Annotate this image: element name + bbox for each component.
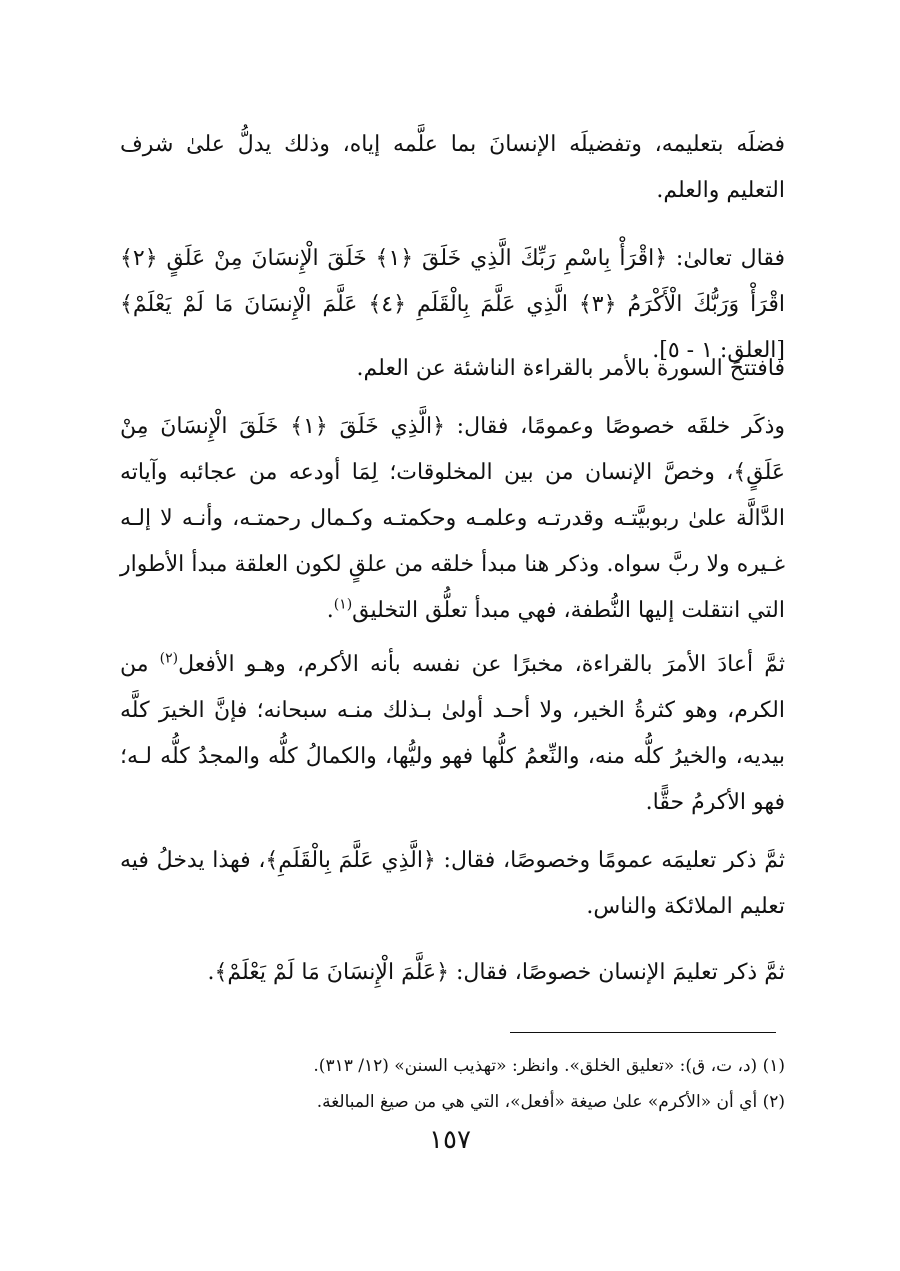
footnote-1: (١) (د، ت، ق): «تعليق الخلق». وانظر: «تهذيب السنن» (١٢/ ٣١٣). — [313, 1056, 785, 1076]
footnote-marker-1: (١) — [333, 596, 353, 613]
paragraph-3 — [120, 346, 785, 392]
paragraph-6 — [120, 838, 785, 930]
paragraph-4-end: . — [326, 598, 334, 623]
footnote-2: (٢) أي أن «الأكرم» علىٰ صيغة «أفعل»، التي هي من صيغ المبالغة. — [316, 1092, 785, 1112]
paragraph-6-text: ثمَّ ذكر تعليمَه عمومًا وخصوصًا، فقال: ﴿الَّذِي عَلَّمَ بِالْقَلَمِ﴾، فهذا يدخلُ فيه تعليم الملائكة والناس. — [120, 848, 785, 919]
paragraph-5-text-b: من الكرم، وهو كثرةُ الخير، ولا أحـد أولىٰ بـذلك منـه سبحانه؛ فإنَّ الخيرَ كلَّه بيديه، والخيرُ كلُّه منه، والنِّعمُ كلُّها فهو وليُّها، والكمالُ كلُّه والمجدُ كلُّه لـه؛ فهو الأكرمُ حقًّا. — [120, 652, 785, 815]
paragraph-4 — [120, 404, 785, 634]
paragraph-3-text: فافتتحَ السورة بالأمر بالقراءة الناشئة عن العلم. — [356, 356, 785, 381]
footnote-separator — [510, 1032, 776, 1033]
paragraph-4-text: وذكَر خلقَه خصوصًا وعمومًا، فقال: ﴿الَّذِي خَلَقَ ﴿١﴾ خَلَقَ الْإِنسَانَ مِنْ عَلَقٍ﴾، وخصَّ الإنسان من بين المخلوقات؛ لِمَا أودعه من عجائبه وآياته الدَّالَّة علىٰ ربوبيَّتـه وقدرتـه وعلمـه وحكمتـه وكـمال رحمتـه، وأنـه لا إلـه غـيره ولا ربَّ سواه. وذكر هنا مبدأ خلقه من علقٍ لكون العلقة مبدأ الأطوار التي انتقلت إليها النُّطفة، فهي مبدأ تعلُّق التخليق — [120, 414, 786, 623]
paragraph-5 — [120, 642, 785, 826]
paragraph-7 — [120, 950, 785, 996]
paragraph-2-text: فقال تعالىٰ: ﴿اقْرَأْ بِاسْمِ رَبِّكَ الَّذِي خَلَقَ ﴿١﴾ خَلَقَ الْإِنسَانَ مِنْ عَلَقٍ ﴿٢﴾ اقْرَأْ وَرَبُّكَ الْأَكْرَمُ ﴿٣﴾ الَّذِي عَلَّمَ بِالْقَلَمِ ﴿٤﴾ عَلَّمَ الْإِنسَانَ مَا لَمْ يَعْلَمْ﴾ [العلق: ١ - ٥]. — [120, 246, 785, 363]
paragraph-1 — [120, 122, 785, 214]
page-number: ١٥٧ — [429, 1125, 471, 1155]
paragraph-5-text-a: ثمَّ أعادَ الأمرَ بالقراءة، مخبرًا عن نفسه بأنه الأكرم، وهـو الأفعل — [178, 652, 786, 677]
paragraph-1-text: فضلَه بتعليمه، وتفضيلَه الإنسانَ بما علَّمه إياه، وذلك يدلُّ علىٰ شرف التعليم والعلم. — [120, 132, 785, 203]
footnote-marker-2: (٢) — [159, 650, 179, 667]
paragraph-7-text: ثمَّ ذكر تعليمَ الإنسان خصوصًا، فقال: ﴿عَلَّمَ الْإِنسَانَ مَا لَمْ يَعْلَمْ﴾. — [207, 960, 785, 985]
